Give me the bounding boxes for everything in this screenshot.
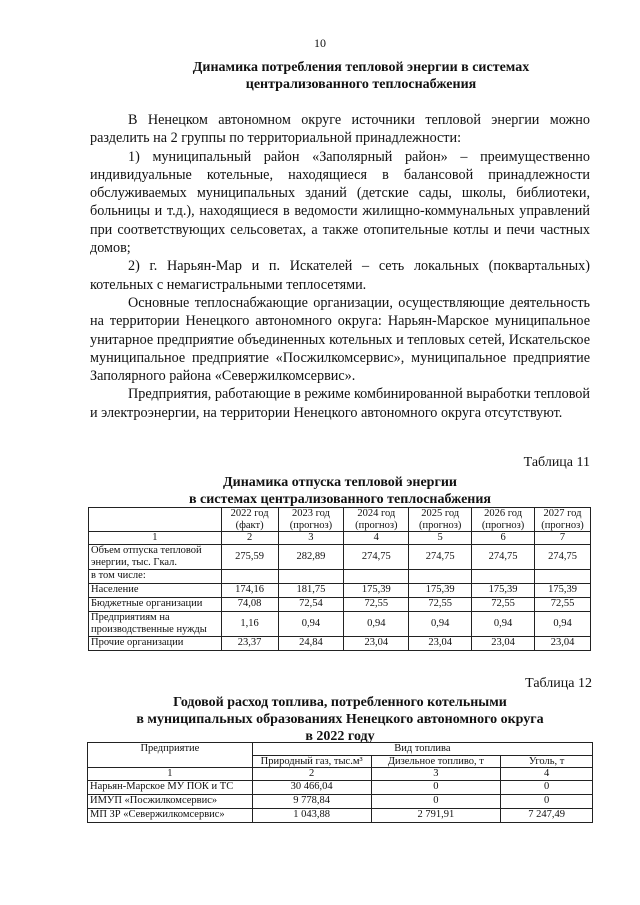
- paragraph: 2) г. Нарьян-Мар и п. Искателей – сеть локальных (поквартальных) котельных с немагистральными теплосетями.: [90, 258, 590, 293]
- table12-header-cell: Природный газ, тыс.м³: [252, 755, 371, 768]
- table11-colnum: 3: [278, 532, 344, 545]
- table-row: [89, 636, 591, 650]
- table12-cell: 1 043,88: [252, 808, 371, 822]
- table12-cell: Нарьян-Марское МУ ПОК и ТС: [88, 780, 253, 794]
- paragraph: 1) муниципальный район «Заполярный район» – преимущественно индивидуальные котельные, находящиеся в балансовой принадлежности обслуживаемых муниципальных зданий (детские сады, школы, библиотеки, больницы и т.д.), находящиеся в ведомости жилищно-коммунальных управлений при соответствующих сельсоветах, а также отопительные котлы и печи частных домов;: [90, 148, 590, 257]
- table12-caption: Таблица 12: [525, 676, 592, 691]
- table11-cell: 23,37: [221, 636, 278, 650]
- table12-header-enterprise: Предприятие: [88, 743, 253, 768]
- table11-cell: 72,55: [472, 597, 535, 611]
- table11-colnum: 4: [344, 532, 409, 545]
- table11-cell: 175,39: [409, 583, 472, 597]
- table12-colnum: 2: [252, 768, 371, 781]
- table12-header-cell: Дизельное топливо, т: [371, 755, 501, 768]
- table11-cell: 0,94: [409, 611, 472, 636]
- table12-header-fuel: Вид топлива: [252, 743, 592, 756]
- table11-title-line: Динамика отпуска тепловой энергии: [223, 475, 457, 490]
- table11-cell: Население: [89, 583, 222, 597]
- table11-cell: 23,04: [409, 636, 472, 650]
- table11-title-line: в системах централизованного теплоснабжения: [188, 492, 492, 507]
- table11-cell: в том числе:: [89, 569, 222, 583]
- table-row: [89, 611, 591, 636]
- table12-colnum: 1: [88, 768, 253, 781]
- table-row: [88, 780, 593, 794]
- table11-colnum: 1: [89, 532, 222, 545]
- table11-cell: [221, 569, 278, 583]
- table11-colnum: 5: [409, 532, 472, 545]
- table12-cell: 2 791,91: [371, 808, 501, 822]
- table11-cell: 282,89: [278, 544, 344, 569]
- table11-header-cell: 2026 год (прогноз): [472, 508, 535, 532]
- table12-cell: 9 778,84: [252, 794, 371, 808]
- table12-cell: 0: [501, 794, 593, 808]
- table11-colnum-row: [89, 532, 591, 545]
- table11-cell: 74,08: [221, 597, 278, 611]
- table11-cell: 274,75: [472, 544, 535, 569]
- table12-colnum: 3: [371, 768, 501, 781]
- table11-cell: 72,55: [535, 597, 591, 611]
- table11-cell: Предприятиям на производственные нужды: [89, 611, 222, 636]
- table11-colnum: 6: [472, 532, 535, 545]
- section-heading-line: централизованного теплоснабжения: [245, 77, 477, 92]
- paragraph: В Ненецком автономном округе источники тепловой энергии можно разделить на 2 группы по территориальной принадлежности:: [90, 112, 590, 147]
- table11-cell: 274,75: [409, 544, 472, 569]
- table12-title-line: в 2022 году: [305, 729, 375, 744]
- table-row: [89, 583, 591, 597]
- table-row: [88, 808, 593, 822]
- table11-colnum: 2: [221, 532, 278, 545]
- table11-header-cell: 2023 год (прогноз): [278, 508, 344, 532]
- table11-cell: 0,94: [535, 611, 591, 636]
- table11-cell: [535, 569, 591, 583]
- paragraph: Основные теплоснабжающие организации, осуществляющие деятельность на территории Ненецкого автономного округа: Нарьян-Марское муниципальное унитарное предприятие объединенных котельных и тепловых сетей, Искательское муниципальное предприятие «Посжилкомсервис», муниципальное предприятие Заполярного района «Севержилкомсервис».: [90, 294, 590, 385]
- table11: [88, 507, 591, 651]
- table11-cell: 24,84: [278, 636, 344, 650]
- table11-cell: 72,54: [278, 597, 344, 611]
- table11-cell: Бюджетные организации: [89, 597, 222, 611]
- table12-header-row: [88, 743, 593, 756]
- table-row: [88, 794, 593, 808]
- table12-title-line: в муниципальных образованиях Ненецкого автономного округа: [136, 712, 544, 727]
- table11-header-cell: 2024 год (прогноз): [344, 508, 409, 532]
- table11-cell: 181,75: [278, 583, 344, 597]
- table11-cell: 0,94: [344, 611, 409, 636]
- table11-colnum: 7: [535, 532, 591, 545]
- paragraph: Предприятия, работающие в режиме комбинированной выработки тепловой и электроэнергии, на территории Ненецкого автономного округа отсутствуют.: [90, 386, 590, 421]
- table11-cell: [472, 569, 535, 583]
- table11-cell: 175,39: [472, 583, 535, 597]
- table12-title-line: Годовой расход топлива, потребленного котельными: [173, 695, 507, 710]
- table-row: [89, 597, 591, 611]
- table11-cell: [344, 569, 409, 583]
- table11-cell: 1,16: [221, 611, 278, 636]
- table11-header-row: [89, 508, 591, 532]
- table11-header-cell: 2022 год (факт): [221, 508, 278, 532]
- table11-cell: 175,39: [344, 583, 409, 597]
- table11-cell: 0,94: [472, 611, 535, 636]
- table12-cell: МП ЗР «Севержилкомсервис»: [88, 808, 253, 822]
- table12-cell: 0: [501, 780, 593, 794]
- table12: [87, 742, 593, 823]
- table11-cell: 23,04: [472, 636, 535, 650]
- body-text: [90, 111, 590, 422]
- section-heading-line: Динамика потребления тепловой энергии в системах: [192, 60, 530, 75]
- table12-cell: 0: [371, 794, 501, 808]
- table11-cell: Прочие организации: [89, 636, 222, 650]
- table12-cell: 7 247,49: [501, 808, 593, 822]
- table12-cell: ИМУП «Посжилкомсервис»: [88, 794, 253, 808]
- table11-cell: 72,55: [344, 597, 409, 611]
- table11-header-cell: [89, 508, 222, 532]
- table12-cell: 0: [371, 780, 501, 794]
- table12-colnum-row: [88, 768, 593, 781]
- section-heading: [168, 59, 554, 93]
- table11-cell: [409, 569, 472, 583]
- table11-header-cell: 2025 год (прогноз): [409, 508, 472, 532]
- table11-caption: Таблица 11: [523, 455, 590, 470]
- table-row: [89, 544, 591, 569]
- table12-title: [90, 694, 590, 745]
- table11-cell: 175,39: [535, 583, 591, 597]
- table-row: [89, 569, 591, 583]
- table12-colnum: 4: [501, 768, 593, 781]
- table11-cell: 23,04: [535, 636, 591, 650]
- table11-cell: 274,75: [344, 544, 409, 569]
- table11-cell: 23,04: [344, 636, 409, 650]
- table11-header-cell: 2027 год (прогноз): [535, 508, 591, 532]
- table11-cell: 274,75: [535, 544, 591, 569]
- page-number: 10: [314, 36, 326, 50]
- table11-cell: 72,55: [409, 597, 472, 611]
- table12-header-cell: Уголь, т: [501, 755, 593, 768]
- table11-cell: 0,94: [278, 611, 344, 636]
- table11-cell: 275,59: [221, 544, 278, 569]
- table11-cell: [278, 569, 344, 583]
- table11-cell: Объем отпуска тепловой энергии, тыс. Гкал.: [89, 544, 222, 569]
- table12-cell: 30 466,04: [252, 780, 371, 794]
- table11-title: [90, 474, 590, 508]
- table11-cell: 174,16: [221, 583, 278, 597]
